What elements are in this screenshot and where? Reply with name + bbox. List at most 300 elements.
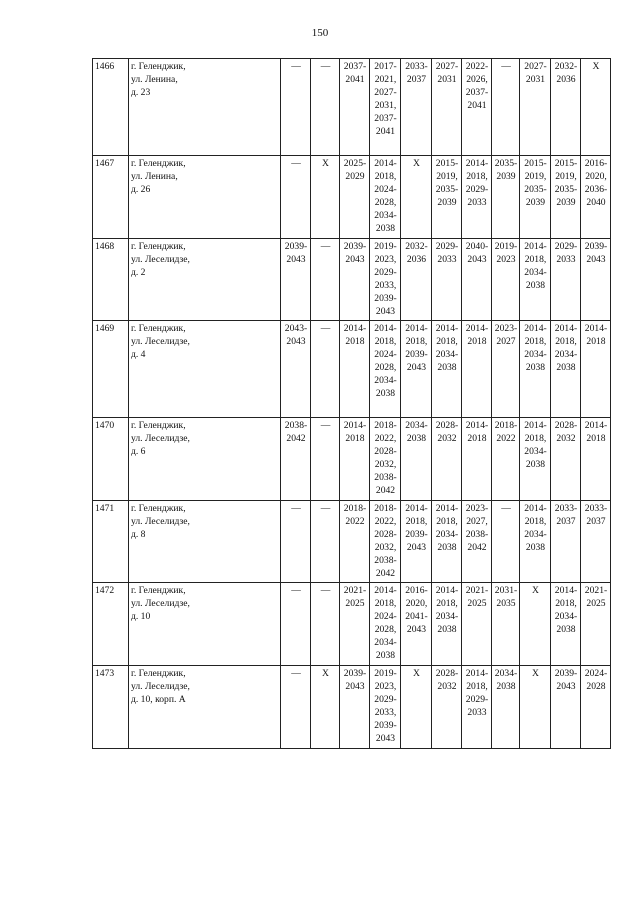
schedule-value: 2021- (343, 585, 367, 596)
table-row (93, 156, 611, 239)
schedule-value: 2037- (343, 61, 367, 72)
schedule-cell (492, 156, 520, 239)
schedule-value: X (532, 585, 539, 596)
schedule-value: 2018, (466, 681, 488, 692)
schedule-value: 2028, (374, 197, 397, 208)
schedule-value: 2043 (467, 254, 487, 265)
schedule-value: 2040- (465, 241, 489, 252)
schedule-value: 2038 (375, 650, 396, 661)
schedule-cell (551, 239, 581, 321)
schedule-value: 2029- (554, 241, 578, 252)
schedule-value: 2014- (343, 420, 367, 431)
schedule-cell (370, 583, 401, 666)
address-line: д. 26 (131, 184, 151, 195)
schedule-value: 2016- (405, 585, 428, 596)
schedule-value: 2018, (374, 336, 397, 347)
schedule-cell (551, 321, 581, 418)
schedule-value: 2018, (374, 598, 397, 609)
schedule-cell (462, 239, 492, 321)
schedule-value: 2025 (345, 598, 365, 609)
schedule-value: 2018, (436, 336, 458, 347)
schedule-value: — (291, 158, 301, 169)
schedule-value: — (320, 323, 331, 334)
address-line: д. 6 (131, 446, 146, 457)
schedule-value: 2021, (374, 74, 397, 85)
schedule-value: 2019- (374, 241, 397, 252)
table-row (93, 321, 611, 418)
schedule-value: X (592, 61, 600, 72)
schedule-value: 2038- (284, 420, 308, 431)
schedule-value: — (320, 503, 331, 514)
schedule-cell (581, 239, 611, 321)
schedule-value: 2043 (556, 681, 576, 692)
schedule-cell (370, 59, 401, 156)
housing-repair-schedule-table (92, 58, 611, 749)
schedule-cell (401, 501, 432, 583)
schedule-value: 2034- (524, 267, 547, 278)
schedule-cell (551, 583, 581, 666)
schedule-value: 2028- (374, 529, 397, 540)
row-number: 1472 (93, 583, 129, 666)
schedule-cell (492, 418, 520, 501)
schedule-value: 2028 (586, 681, 606, 692)
schedule-value: 2015- (524, 158, 547, 169)
schedule-value: 2033- (584, 503, 608, 514)
schedule-value: 2029- (465, 184, 489, 195)
address-cell (129, 156, 281, 239)
schedule-value: 2039 (556, 197, 576, 208)
schedule-value: 2027 (496, 336, 516, 347)
address-line: г. Геленджик, (131, 585, 186, 596)
schedule-cell (581, 583, 611, 666)
schedule-value: 2038 (496, 681, 516, 692)
schedule-value: X (413, 158, 420, 169)
schedule-value: 2038 (556, 624, 576, 635)
row-number: 1469 (93, 321, 129, 418)
schedule-value: 2014- (435, 503, 459, 514)
schedule-value: X (322, 158, 329, 169)
schedule-value: 2038 (525, 362, 546, 373)
schedule-cell (432, 418, 462, 501)
schedule-value: 2034- (405, 420, 428, 431)
address-line: ул. Леселидзе, (131, 516, 190, 527)
schedule-cell (281, 501, 311, 583)
schedule-value: 2034- (524, 349, 547, 360)
address-line: ул. Леселидзе, (131, 598, 190, 609)
schedule-cell (281, 418, 311, 501)
schedule-value: 2014- (405, 503, 428, 514)
schedule-cell (581, 501, 611, 583)
schedule-value: 2014- (554, 585, 578, 596)
schedule-cell (340, 583, 370, 666)
schedule-value: 2035 (496, 598, 516, 609)
schedule-value: 2039- (554, 668, 578, 679)
schedule-cell (340, 156, 370, 239)
schedule-value: 2037 (406, 74, 427, 85)
schedule-value: 2028- (435, 668, 459, 679)
schedule-value: 2014- (374, 158, 397, 169)
schedule-cell (340, 418, 370, 501)
address-line: д. 23 (131, 87, 151, 98)
schedule-value: 2039- (343, 241, 367, 252)
schedule-value: 2039- (284, 241, 308, 252)
schedule-value: 2018 (586, 336, 606, 347)
schedule-cell (432, 501, 462, 583)
schedule-cell (281, 59, 311, 156)
schedule-cell (340, 666, 370, 749)
schedule-value: 2014- (465, 420, 489, 431)
schedule-value: 2018, (524, 336, 547, 347)
schedule-cell (551, 59, 581, 156)
schedule-cell (520, 239, 551, 321)
schedule-value: 2023- (494, 323, 518, 334)
schedule-value: 2021- (465, 585, 489, 596)
schedule-value: 2028- (554, 420, 578, 431)
schedule-value: 2032- (405, 241, 428, 252)
schedule-cell (432, 156, 462, 239)
schedule-cell (462, 418, 492, 501)
address-line: г. Геленджик, (131, 503, 186, 514)
schedule-value: 2022 (496, 433, 516, 444)
schedule-value: 2043 (286, 336, 306, 347)
schedule-value: 2018, (555, 598, 577, 609)
schedule-value: 2038 (375, 388, 396, 399)
schedule-value: 2039- (405, 349, 428, 360)
schedule-value: 2038 (406, 433, 427, 444)
schedule-value: 2039- (374, 293, 397, 304)
table-row (93, 666, 611, 749)
row-number: 1466 (93, 59, 129, 156)
schedule-value: 2014- (524, 503, 547, 514)
schedule-cell (492, 321, 520, 418)
schedule-cell (581, 418, 611, 501)
schedule-cell (401, 59, 432, 156)
schedule-cell (462, 59, 492, 156)
schedule-value: 2038 (525, 459, 546, 470)
address-line: г. Геленджик, (131, 668, 186, 679)
schedule-value: 2034- (494, 668, 518, 679)
schedule-value: 2041 (375, 126, 396, 137)
schedule-value: 2014- (405, 323, 428, 334)
table-row (93, 418, 611, 501)
row-number: 1473 (93, 666, 129, 749)
schedule-value: 2018- (343, 503, 367, 514)
schedule-value: 2018 (467, 433, 487, 444)
schedule-cell (370, 501, 401, 583)
schedule-value: 2041 (467, 100, 487, 111)
schedule-value: 2029- (435, 241, 459, 252)
schedule-value: — (320, 585, 331, 596)
schedule-value: 2025- (343, 158, 367, 169)
schedule-value: — (501, 61, 511, 72)
schedule-value: 2014- (524, 420, 547, 431)
schedule-value: — (291, 668, 301, 679)
schedule-cell (462, 583, 492, 666)
schedule-value: 2032, (374, 459, 397, 470)
schedule-cell (551, 501, 581, 583)
schedule-value: 2014- (343, 323, 367, 334)
schedule-cell (432, 321, 462, 418)
schedule-cell (401, 156, 432, 239)
schedule-cell (340, 501, 370, 583)
row-number: 1468 (93, 239, 129, 321)
schedule-value: 2027, (466, 516, 488, 527)
schedule-value: 2034- (435, 529, 459, 540)
schedule-value: 2034- (554, 611, 578, 622)
schedule-value: 2029 (345, 171, 365, 182)
schedule-value: X (532, 668, 539, 679)
schedule-value: — (320, 61, 331, 72)
schedule-cell (520, 583, 551, 666)
schedule-value: — (291, 585, 301, 596)
address-line: г. Геленджик, (131, 323, 186, 334)
schedule-value: 2037- (465, 87, 489, 98)
address-line: д. 2 (131, 267, 146, 278)
schedule-value: 2035- (435, 184, 459, 195)
schedule-cell (281, 239, 311, 321)
schedule-value: 2036 (556, 74, 576, 85)
schedule-value: 2031 (437, 74, 457, 85)
schedule-value: 2018, (436, 598, 458, 609)
schedule-value: 2035- (524, 184, 547, 195)
schedule-cell (462, 321, 492, 418)
schedule-value: 2031 (525, 74, 546, 85)
schedule-value: 2018- (374, 420, 397, 431)
schedule-cell (401, 418, 432, 501)
schedule-cell (581, 666, 611, 749)
schedule-cell (520, 501, 551, 583)
schedule-value: 2014- (465, 323, 489, 334)
schedule-value: 2038 (437, 362, 457, 373)
schedule-value: 2020, (405, 598, 428, 609)
schedule-value: 2032 (437, 433, 457, 444)
schedule-value: 2042 (286, 433, 306, 444)
schedule-cell (581, 59, 611, 156)
schedule-value: 2043 (406, 362, 427, 373)
address-cell (129, 666, 281, 749)
schedule-value: 2025 (586, 598, 606, 609)
schedule-value: 2043 (406, 542, 427, 553)
schedule-cell (432, 583, 462, 666)
schedule-cell (311, 666, 340, 749)
row-number: 1471 (93, 501, 129, 583)
schedule-value: 2043- (284, 323, 308, 334)
schedule-cell (492, 239, 520, 321)
schedule-value: 2018, (524, 433, 547, 444)
schedule-value: 2014- (374, 585, 397, 596)
address-line: д. 10, корп. А (131, 694, 186, 705)
schedule-value: 2014- (435, 323, 459, 334)
address-cell (129, 418, 281, 501)
schedule-value: 2022- (465, 61, 489, 72)
schedule-value: 2038- (374, 555, 397, 566)
schedule-value: 2018, (466, 171, 488, 182)
schedule-value: 2018, (405, 516, 428, 527)
schedule-cell (311, 321, 340, 418)
address-line: ул. Ленина, (131, 74, 178, 85)
schedule-value: 2036 (406, 254, 427, 265)
schedule-value: 2014- (554, 323, 578, 334)
schedule-value: 2014- (584, 420, 608, 431)
schedule-value: 2033 (467, 197, 487, 208)
schedule-cell (370, 666, 401, 749)
schedule-cell (370, 321, 401, 418)
schedule-value: 2029- (374, 267, 397, 278)
schedule-value: 2038 (437, 624, 457, 635)
schedule-value: 2039 (496, 171, 516, 182)
schedule-value: 2034- (435, 611, 459, 622)
schedule-value: 2043 (345, 681, 365, 692)
schedule-value: — (320, 420, 331, 431)
schedule-value: 2038 (525, 280, 546, 291)
schedule-value: 2028, (374, 624, 397, 635)
schedule-value: 2020, (585, 171, 607, 182)
schedule-cell (311, 59, 340, 156)
schedule-value: 2019, (555, 171, 577, 182)
schedule-cell (401, 666, 432, 749)
schedule-value: 2018, (405, 336, 428, 347)
schedule-value: 2033 (556, 254, 576, 265)
address-line: г. Геленджик, (131, 158, 186, 169)
schedule-value: 2033, (374, 707, 397, 718)
address-line: ул. Леселидзе, (131, 336, 190, 347)
schedule-value: 2014- (584, 323, 608, 334)
schedule-cell (551, 156, 581, 239)
schedule-cell (281, 666, 311, 749)
schedule-value: 2027- (374, 87, 397, 98)
schedule-value: 2019, (436, 171, 458, 182)
schedule-value: 2021- (584, 585, 608, 596)
schedule-value: 2033- (554, 503, 578, 514)
schedule-value: 2042 (375, 485, 396, 496)
schedule-cell (462, 156, 492, 239)
schedule-value: 2024- (374, 349, 397, 360)
schedule-value: 2024- (374, 184, 397, 195)
table-row (93, 583, 611, 666)
schedule-value: 2014- (465, 158, 489, 169)
schedule-cell (370, 156, 401, 239)
schedule-value: 2014- (524, 323, 547, 334)
schedule-cell (340, 59, 370, 156)
schedule-value: 2042 (375, 568, 396, 579)
schedule-value: 2018- (494, 420, 518, 431)
address-line: г. Геленджик, (131, 420, 186, 431)
schedule-value: 2015- (435, 158, 459, 169)
schedule-cell (281, 321, 311, 418)
schedule-value: 2036- (584, 184, 608, 195)
schedule-value: 2034- (435, 349, 459, 360)
schedule-cell (551, 418, 581, 501)
schedule-cell (581, 321, 611, 418)
schedule-cell (520, 666, 551, 749)
address-line: ул. Леселидзе, (131, 433, 190, 444)
address-line: ул. Леселидзе, (131, 681, 190, 692)
schedule-cell (551, 666, 581, 749)
schedule-value: 2032 (437, 681, 457, 692)
schedule-value: 2018, (374, 171, 397, 182)
schedule-value: 2041- (405, 611, 428, 622)
address-line: ул. Ленина, (131, 171, 178, 182)
schedule-cell (581, 156, 611, 239)
schedule-value: 2028- (435, 420, 459, 431)
schedule-value: 2018, (555, 336, 577, 347)
table-row (93, 59, 611, 156)
row-number: 1470 (93, 418, 129, 501)
schedule-cell (520, 59, 551, 156)
schedule-value: 2018 (345, 433, 365, 444)
schedule-value: 2016- (584, 158, 608, 169)
schedule-value: 2015- (554, 158, 578, 169)
schedule-value: 2014- (465, 668, 489, 679)
schedule-cell (281, 156, 311, 239)
schedule-value: 2014- (435, 585, 459, 596)
schedule-value: 2029- (374, 694, 397, 705)
schedule-cell (340, 321, 370, 418)
schedule-value: 2018, (436, 516, 458, 527)
address-line: ул. Леселидзе, (131, 254, 190, 265)
schedule-value: 2024- (374, 611, 397, 622)
schedule-value: 2022, (374, 433, 397, 444)
schedule-value: 2031, (374, 100, 397, 111)
schedule-value: 2037- (374, 113, 397, 124)
address-cell (129, 239, 281, 321)
schedule-value: 2018 (586, 433, 606, 444)
schedule-value: — (320, 241, 331, 252)
schedule-cell (492, 666, 520, 749)
schedule-value: 2023- (465, 503, 489, 514)
schedule-cell (401, 321, 432, 418)
schedule-value: 2034- (524, 446, 547, 457)
schedule-value: 2041 (345, 74, 365, 85)
schedule-value: 2034- (374, 375, 397, 386)
schedule-cell (311, 156, 340, 239)
schedule-value: 2033- (405, 61, 428, 72)
schedule-cell (462, 666, 492, 749)
schedule-value: 2026, (466, 74, 488, 85)
schedule-value: 2032, (374, 542, 397, 553)
schedule-value: X (322, 668, 329, 679)
schedule-value: 2039- (374, 720, 397, 731)
schedule-value: 2043 (406, 624, 427, 635)
schedule-value: 2039 (525, 197, 546, 208)
schedule-value: 2033 (437, 254, 457, 265)
schedule-cell (340, 239, 370, 321)
schedule-value: 2038- (374, 472, 397, 483)
schedule-cell (311, 239, 340, 321)
schedule-value: 2043 (375, 306, 396, 317)
schedule-cell (492, 59, 520, 156)
schedule-cell (311, 583, 340, 666)
schedule-value: 2034- (374, 210, 397, 221)
schedule-value: 2029- (465, 694, 489, 705)
schedule-cell (520, 418, 551, 501)
address-line: д. 4 (131, 349, 146, 360)
page-number: 150 (311, 27, 329, 39)
schedule-value: 2040 (586, 197, 606, 208)
schedule-value: 2035- (554, 184, 578, 195)
schedule-cell (492, 583, 520, 666)
schedule-value: 2019- (494, 241, 518, 252)
schedule-cell (492, 501, 520, 583)
schedule-value: 2034- (554, 349, 578, 360)
schedule-cell (311, 418, 340, 501)
schedule-cell (520, 156, 551, 239)
schedule-value: 2038 (525, 542, 546, 553)
schedule-value: 2017- (374, 61, 397, 72)
schedule-value: 2037 (586, 516, 606, 527)
schedule-value: 2038 (437, 542, 457, 553)
schedule-value: 2024- (584, 668, 608, 679)
